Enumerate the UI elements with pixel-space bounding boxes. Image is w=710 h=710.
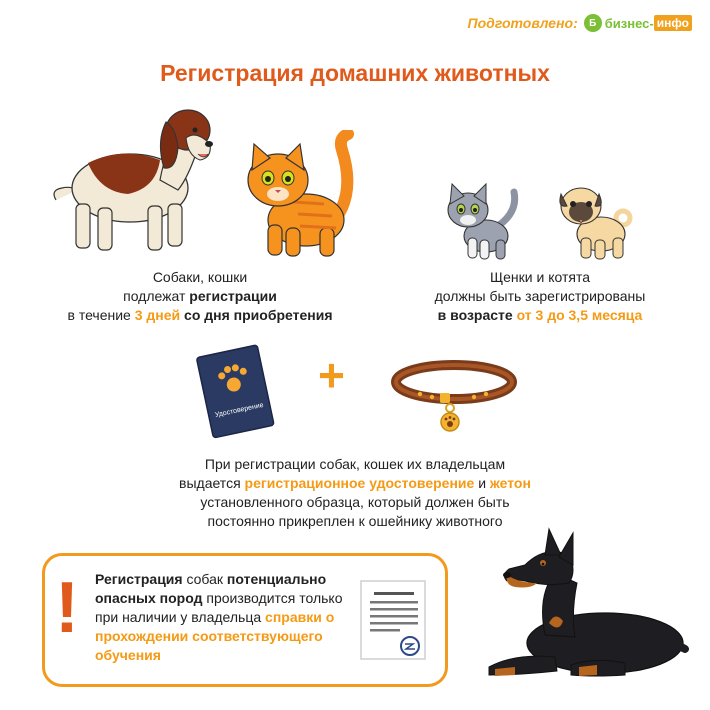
caption-line: должны быть зарегистрированы bbox=[434, 288, 646, 304]
caption-emphasis: со дня приобретения bbox=[180, 307, 333, 323]
brand-logo-circle: Б bbox=[584, 14, 602, 32]
document-icon bbox=[358, 578, 430, 662]
caption-highlight: регистрационное удостоверение bbox=[244, 475, 475, 491]
page-title: Регистрация домашних животных bbox=[160, 60, 550, 86]
brand-prefix: Подготовлено: bbox=[467, 15, 578, 31]
caption-emphasis: регистрации bbox=[189, 288, 277, 304]
certificate-icon bbox=[192, 340, 282, 440]
pug-puppy-icon bbox=[555, 178, 635, 263]
caption-certificate-tag bbox=[100, 455, 610, 531]
header-brand bbox=[468, 14, 692, 32]
caption-emphasis: в возрасте bbox=[437, 307, 517, 323]
caption-line: постоянно прикреплен к ошейнику животного bbox=[207, 513, 503, 529]
caption-highlight: 3 дней bbox=[134, 307, 181, 323]
caption-puppies-kittens bbox=[390, 268, 690, 325]
brand-logo-word2: инфо bbox=[654, 15, 692, 31]
warning-plain: собак bbox=[182, 571, 227, 587]
exclamation-icon: ! bbox=[55, 568, 79, 648]
spaniel-dog-icon bbox=[48, 108, 218, 258]
caption-highlight: жетон bbox=[489, 475, 531, 491]
warning-emphasis: потенциально опасных пород bbox=[95, 571, 327, 606]
warning-emphasis: Регистрация bbox=[95, 571, 183, 587]
plus-sign: + bbox=[318, 349, 345, 401]
caption-line bbox=[100, 474, 610, 493]
caption-line: Щенки и котята bbox=[490, 269, 590, 285]
caption-highlight: от 3 до 3,5 месяца bbox=[516, 307, 643, 323]
collar-icon bbox=[390, 360, 520, 440]
gray-kitten-icon bbox=[440, 178, 525, 263]
caption-line: При регистрации собак, кошек их владельцам bbox=[204, 456, 506, 472]
warning-text bbox=[95, 570, 350, 665]
caption-line bbox=[390, 306, 690, 325]
caption-text: выдается bbox=[179, 475, 245, 491]
caption-text: в течение bbox=[67, 307, 135, 323]
doberman-icon bbox=[485, 525, 695, 685]
ginger-cat-icon bbox=[238, 130, 358, 260]
certificate-label: Удостоверение bbox=[214, 401, 265, 420]
caption-line: установленного образца, который должен быть bbox=[200, 494, 510, 510]
caption-line: Собаки, кошки bbox=[152, 269, 248, 285]
caption-line bbox=[30, 306, 370, 325]
caption-text: подлежат bbox=[123, 288, 190, 304]
caption-line bbox=[30, 287, 370, 306]
caption-dogs-cats bbox=[30, 268, 370, 325]
brand-logo bbox=[584, 14, 692, 32]
caption-text: и bbox=[474, 475, 490, 491]
brand-logo-word1: бизнес- bbox=[604, 15, 654, 31]
warning-highlight: справки о прохождении соответствующего обучения bbox=[95, 609, 335, 663]
warning-plain: производится только при наличии у владельца bbox=[95, 590, 343, 625]
